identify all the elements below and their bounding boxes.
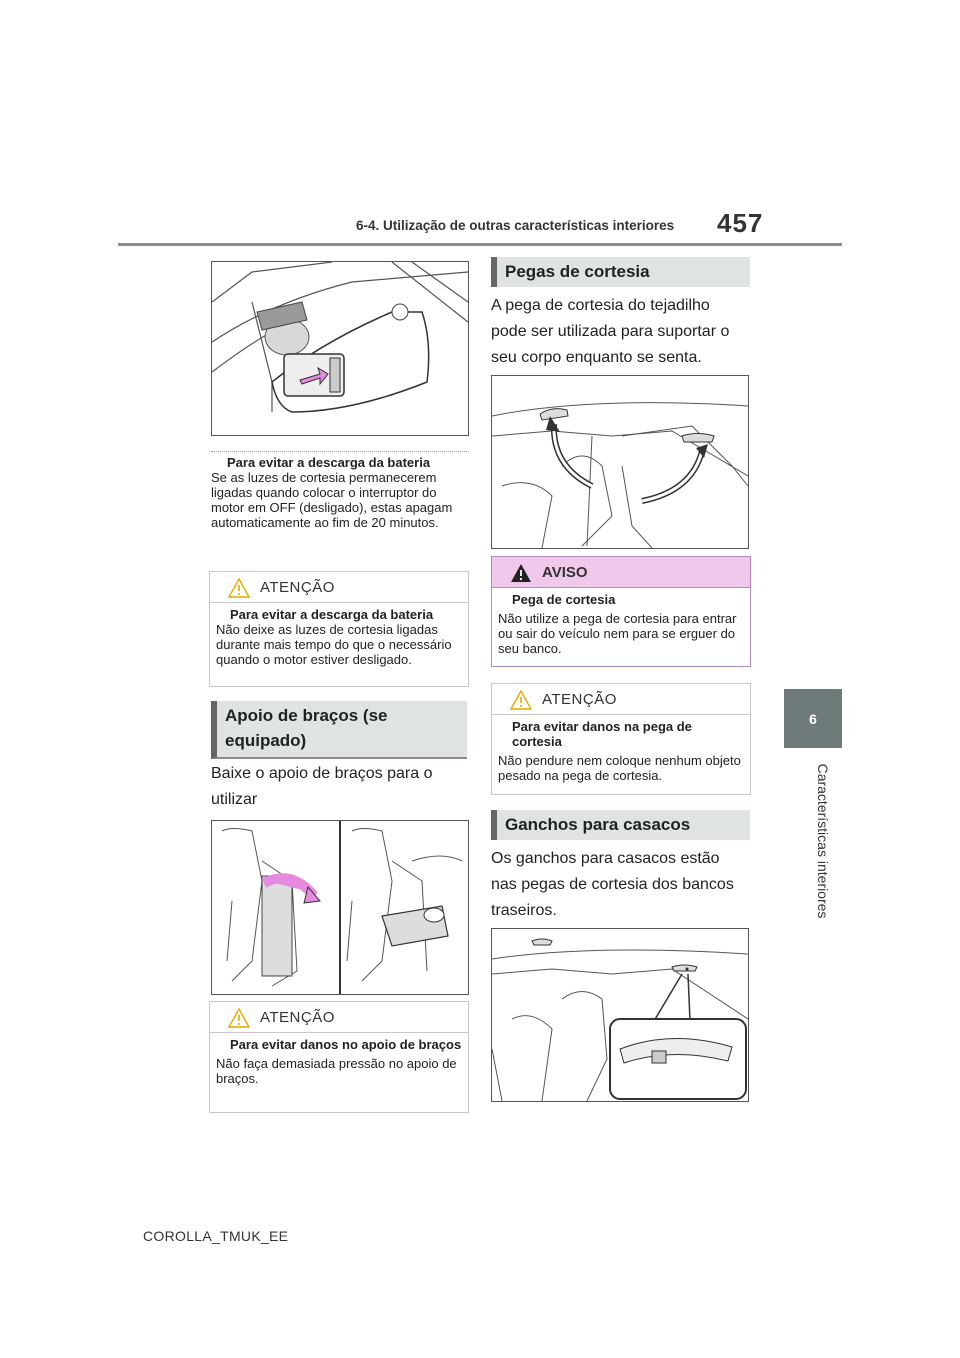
grab-handles-text: A pega de cortesia do tejadilho pode ser utilizada para suportar o seu corpo enquanto se senta. (491, 297, 730, 366)
coat-hooks-heading: Ganchos para casacos (491, 810, 750, 840)
footer-code: COROLLA_TMUK_EE (143, 1228, 289, 1244)
warning-triangle-icon (510, 563, 532, 583)
page-number: 457 (717, 208, 764, 238)
grab-handles-illustration (491, 375, 749, 549)
caution-subtitle: Para evitar a descarga da bateria (230, 607, 434, 622)
section-title: 6-4. Utilização de outras características interiores (356, 218, 675, 233)
caution-box-handle (491, 683, 751, 795)
warning-subtitle: Pega de cortesia (512, 592, 616, 607)
battery-note-text: Se as luzes de cortesia permanecerem ligadas quando colocar o interruptor do motor em OFF (desligado), estas apagam automaticamente ao fim de 20 minutos. (211, 470, 453, 530)
coat-hooks-illustration (491, 928, 749, 1102)
caution-box-armrest (209, 1001, 469, 1113)
chapter-label: Características interiores (815, 763, 831, 919)
caution-text: Não deixe as luzes de cortesia ligadas durante mais tempo do que o necessário quando o motor estiver desligado. (216, 622, 452, 667)
coat-hooks-text: Os ganchos para casacos estão nas pegas de cortesia dos bancos traseiros. (491, 850, 734, 919)
armrest-illustration (211, 820, 469, 995)
caution-text: Não faça demasiada pressão no apoio de braços. (216, 1056, 457, 1086)
battery-note-rule (211, 451, 467, 452)
battery-note-title: Para evitar a descarga da bateria (227, 455, 431, 470)
caution-triangle-icon (228, 1008, 250, 1028)
armrest-heading: Apoio de braços (se equipado) (211, 701, 467, 759)
header-rule (118, 243, 842, 246)
caution-subtitle: Para evitar danos no apoio de braços (230, 1037, 462, 1052)
grab-handles-heading: Pegas de cortesia (491, 257, 750, 287)
sun-visor-illustration (211, 261, 469, 436)
caution-label: ATENÇÃO (542, 691, 617, 708)
warning-label: AVISO (542, 564, 588, 581)
warning-box (491, 556, 751, 667)
chapter-tab: 6 (784, 689, 842, 748)
battery-note (211, 455, 467, 530)
caution-label: ATENÇÃO (260, 1009, 335, 1026)
caution-text: Não pendure nem coloque nenhum objeto pesado na pega de cortesia. (498, 753, 741, 783)
warning-text: Não utilize a pega de cortesia para entrar ou sair do veículo nem para se erguer do seu banco. (498, 611, 737, 656)
caution-triangle-icon (228, 578, 250, 598)
chapter-side-label (813, 756, 833, 926)
armrest-text: Baixe o apoio de braços para o utilizar (211, 765, 433, 808)
caution-triangle-icon (510, 690, 532, 710)
caution-label: ATENÇÃO (260, 579, 335, 596)
caution-box-battery (209, 571, 469, 687)
caution-subtitle: Para evitar danos na pega de cortesia (512, 719, 692, 749)
